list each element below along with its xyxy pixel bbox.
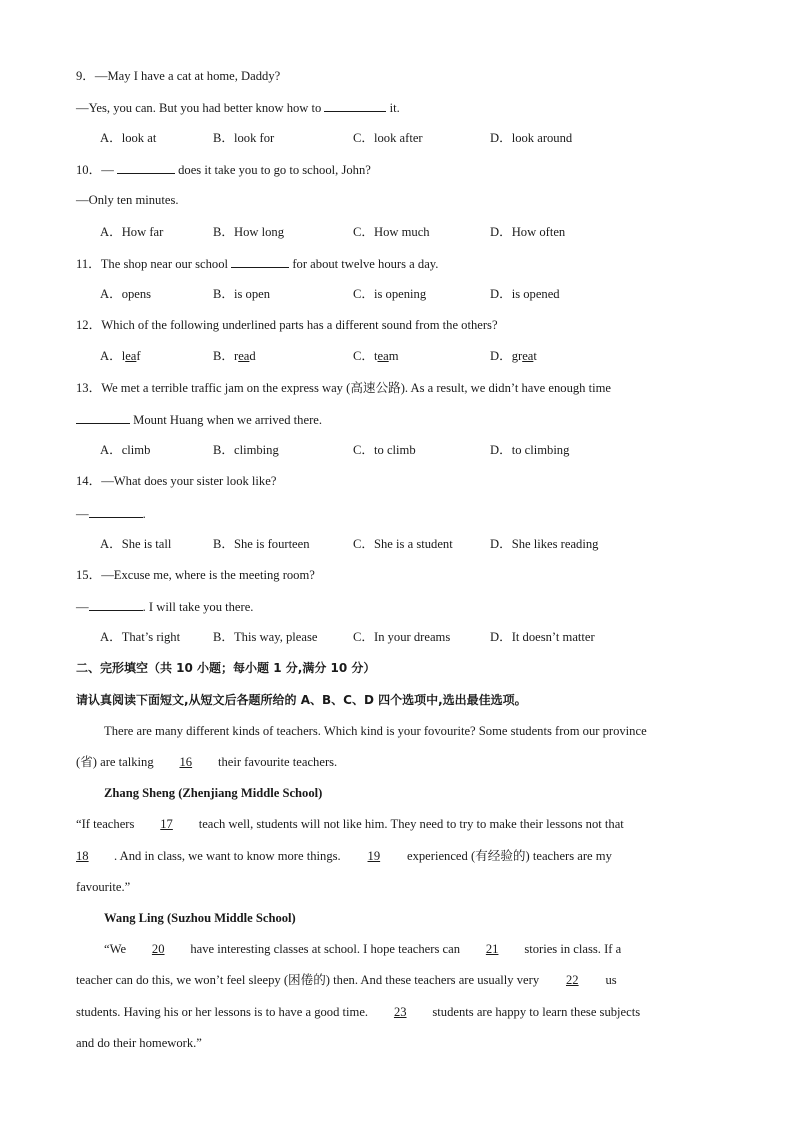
q10-stem-text: does it take you to go to school, John? [178, 163, 371, 177]
question-15-response [76, 598, 253, 615]
passage-text: “If teachers [76, 817, 135, 831]
q11-stem-end: for about twelve hours a day. [292, 257, 439, 271]
section-2-title: 二、完形填空（共 10 小题；每小题 1 分,满分 10 分） [76, 661, 376, 675]
option-a: A．leaf [100, 349, 141, 363]
passage-text: “We [104, 942, 127, 956]
option-b: B．climbing [213, 443, 279, 457]
option-c: C．team [353, 349, 399, 363]
cloze-blank-18: 18 [76, 849, 89, 863]
option-b: B．look for [213, 131, 275, 145]
passage-text: experienced (有经验的) teachers are my [406, 849, 612, 863]
option-b: B．is open [213, 287, 271, 301]
q15-response-text: . I will take you there. [142, 600, 254, 614]
question-14-response [76, 505, 146, 522]
question-13-continuation [76, 411, 322, 428]
question-12-stem: 12．Which of the following underlined parts has a different sound from the others? [76, 318, 498, 332]
speaker-heading-1: Zhang Sheng (Zhenjiang Middle School) [104, 786, 323, 800]
option-a: A．look at [100, 131, 157, 145]
question-10-stem [76, 161, 371, 178]
cloze-blank-17: 17 [160, 817, 173, 831]
question-10-response: —Only ten minutes. [76, 193, 179, 207]
option-b: B．read [213, 349, 256, 363]
passage-paragraph-3-line-4: and do their homework.” [76, 1036, 202, 1050]
passage-text: teacher can do this, we won’t feel sleepy (困倦的) then. And these teachers are usually very [76, 973, 540, 987]
answer-blank [89, 505, 143, 518]
passage-text: have interesting classes at school. I hope teachers can [190, 942, 460, 956]
cloze-blank-20: 20 [151, 942, 165, 956]
passage-text: students are happy to learn these subjects [432, 1005, 641, 1019]
cloze-blank-22: 22 [565, 973, 579, 987]
question-11-stem [76, 255, 438, 272]
option-c: C．She is a student [353, 537, 453, 551]
option-d: D．It doesn’t matter [490, 630, 595, 644]
passage-paragraph-1-line-2 [76, 754, 337, 770]
passage-text: . And in class, we want to know more things. [114, 849, 341, 863]
option-a: A．She is tall [100, 537, 172, 551]
passage-text: stories in class. If a [524, 942, 622, 956]
passage-paragraph-2-line-1 [76, 816, 624, 832]
option-d: D．to climbing [490, 443, 570, 457]
passage-paragraph-3-line-1 [104, 941, 621, 957]
answer-blank [117, 161, 175, 174]
option-d: D．great [490, 349, 537, 363]
q13-continuation-text: Mount Huang when we arrived there. [133, 413, 323, 427]
option-d: D．look around [490, 131, 573, 145]
option-d: D．She likes reading [490, 537, 599, 551]
passage-paragraph-3-line-3 [76, 1004, 640, 1020]
option-b: B．She is fourteen [213, 537, 310, 551]
option-c: C．to climb [353, 443, 416, 457]
option-c: C．look after [353, 131, 423, 145]
option-c: C．is opening [353, 287, 427, 301]
section-2-instruction: 请认真阅读下面短文,从短文后各题所给的 A、B、C、D 四个选项中,选出最佳选项。 [76, 693, 527, 707]
answer-blank [231, 255, 289, 268]
option-c: C．In your dreams [353, 630, 451, 644]
question-15-stem: 15．—Excuse me, where is the meeting room? [76, 568, 315, 582]
question-13-stem: 13．We met a terrible traffic jam on the express way (高速公路). As a result, we didn’t have enough time [76, 381, 612, 395]
passage-paragraph-2-line-2 [76, 848, 612, 864]
answer-blank [89, 598, 143, 611]
option-a: A．How far [100, 225, 164, 239]
passage-paragraph-2-line-3: favourite.” [76, 880, 131, 894]
question-9-stem: 9．—May I have a cat at home, Daddy? [76, 69, 281, 83]
q11-stem-text: 11．The shop near our school [76, 257, 229, 271]
q15-dash: — [76, 600, 89, 614]
cloze-blank-23: 23 [393, 1005, 407, 1019]
answer-blank [76, 411, 130, 424]
passage-text: teach well, students will not like him. They need to try to make their lessons not that [198, 817, 624, 831]
question-14-stem: 14．—What does your sister look like? [76, 474, 277, 488]
speaker-heading-2: Wang Ling (Suzhou Middle School) [104, 911, 296, 925]
cloze-blank-21: 21 [485, 942, 499, 956]
passage-paragraph-1-line-1: There are many different kinds of teachers. Which kind is your fovourite? Some students from our province [104, 724, 647, 738]
passage-paragraph-3-line-2 [76, 972, 617, 988]
passage-text: (省) are talking [76, 755, 154, 769]
q9-response-text: —Yes, you can. But you had better know how to [76, 101, 322, 115]
option-b: B．This way, please [213, 630, 318, 644]
option-a: A．opens [100, 287, 152, 301]
cloze-blank-19: 19 [367, 849, 381, 863]
option-c: C．How much [353, 225, 430, 239]
q14-dash: — [76, 507, 89, 521]
option-d: D．How often [490, 225, 566, 239]
answer-blank [324, 99, 386, 112]
passage-text: students. Having his or her lessons is to have a good time. [76, 1005, 369, 1019]
q14-period: . [142, 507, 146, 521]
cloze-blank-16: 16 [179, 755, 193, 769]
option-a: A．That’s right [100, 630, 181, 644]
q10-number: 10．— [76, 163, 114, 177]
passage-text: us [605, 973, 617, 987]
q9-response-end: it. [389, 101, 400, 115]
option-d: D．is opened [490, 287, 560, 301]
option-a: A．climb [100, 443, 151, 457]
option-b: B．How long [213, 225, 285, 239]
question-9-response [76, 99, 400, 116]
passage-text: their favourite teachers. [217, 755, 338, 769]
